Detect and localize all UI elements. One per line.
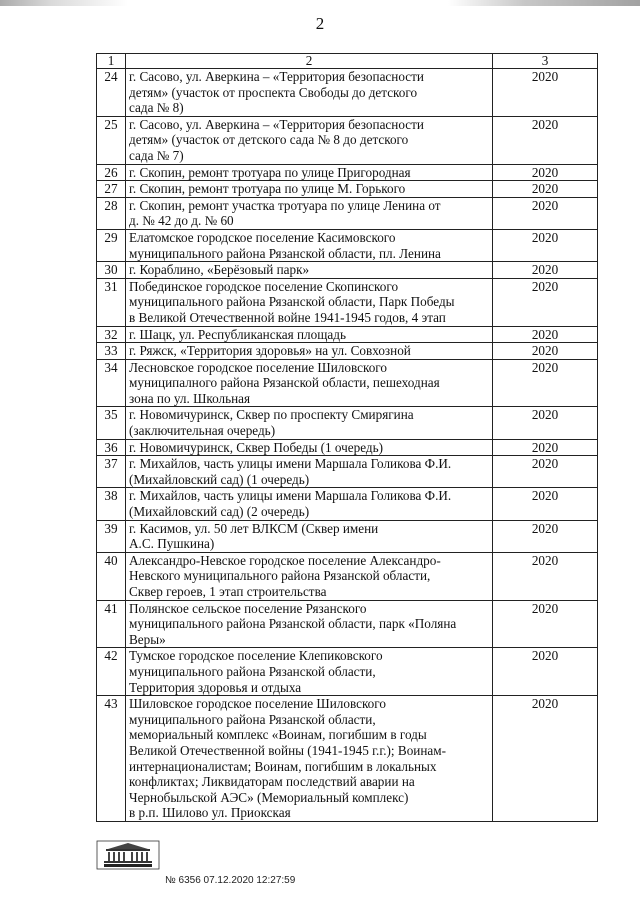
header-col-number: 1 — [97, 54, 126, 69]
table-header-row — [97, 54, 598, 69]
table-body — [97, 69, 598, 822]
row-description — [126, 116, 493, 164]
row-description — [126, 343, 493, 360]
row-description — [126, 164, 493, 181]
description-line: в Великой Отечественной войне 1941-1945 годов, 4 этап — [129, 309, 446, 325]
row-description — [126, 197, 493, 229]
row-number: 36 — [97, 439, 126, 456]
row-description — [126, 229, 493, 261]
description-line: Шиловское городское поселение Шиловского — [129, 696, 386, 712]
row-number: 34 — [97, 359, 126, 407]
row-description — [126, 648, 493, 696]
description-line: Елатомское городское поселение Касимовского — [129, 229, 396, 245]
description-line: г. Шацк, ул. Республиканская площадь — [129, 326, 346, 342]
description-line: А.С. Пушкина) — [129, 536, 215, 552]
row-year: 2020 — [493, 439, 598, 456]
row-year: 2020 — [493, 181, 598, 198]
row-description — [126, 278, 493, 326]
row-description — [126, 407, 493, 439]
row-number: 31 — [97, 278, 126, 326]
row-number: 28 — [97, 197, 126, 229]
row-description — [126, 552, 493, 600]
row-year: 2020 — [493, 600, 598, 648]
row-number: 33 — [97, 343, 126, 360]
table-row — [97, 488, 598, 520]
row-year: 2020 — [493, 116, 598, 164]
description-line: муниципалного района Рязанской области, пешеходная — [129, 375, 440, 391]
table-row — [97, 520, 598, 552]
row-year: 2020 — [493, 262, 598, 279]
table-row — [97, 278, 598, 326]
description-line: муниципального района Рязанской области, — [129, 711, 376, 727]
table-row — [97, 229, 598, 261]
description-line: Сквер героев, 1 этап строительства — [129, 584, 327, 599]
row-year: 2020 — [493, 359, 598, 407]
object-register-table — [96, 53, 598, 822]
description-line: конфликтах; Ликвидаторам последствий аварии на — [129, 774, 415, 790]
row-description — [126, 439, 493, 456]
description-line: Территория здоровья и отдыха — [129, 679, 302, 695]
row-number: 29 — [97, 229, 126, 261]
table-row — [97, 648, 598, 696]
description-line: (Михайловский сад) (2 очередь) — [129, 504, 310, 520]
header-col-name: 2 — [126, 54, 493, 69]
row-number: 38 — [97, 488, 126, 520]
table-row — [97, 69, 598, 117]
row-number: 26 — [97, 164, 126, 181]
registry-building-logo-icon — [96, 840, 160, 870]
description-line: муниципального района Рязанской области, — [129, 663, 376, 679]
description-line: мемориальный комплекс «Воинам, погибшим в годы — [129, 727, 427, 743]
description-line: (заключительная очередь) — [129, 423, 276, 439]
description-line: г. Сасово, ул. Аверкина – «Территория безопасности — [129, 69, 424, 84]
table-row — [97, 407, 598, 439]
description-line: г. Скопин, ремонт тротуара по улице Пригородная — [129, 164, 411, 180]
table-row — [97, 359, 598, 407]
row-description — [126, 696, 493, 822]
description-line: зона по ул. Школьная — [129, 390, 251, 406]
row-year: 2020 — [493, 520, 598, 552]
row-description — [126, 600, 493, 648]
table-row — [97, 181, 598, 198]
table-row — [97, 164, 598, 181]
description-line: Побединское городское поселение Скопинского — [129, 278, 399, 294]
description-line: г. Скопин, ремонт тротуара по улице М. Горького — [129, 181, 406, 197]
header-col-year: 3 — [493, 54, 598, 69]
table-row — [97, 456, 598, 488]
description-line: Александро-Невское городское поселение Александро- — [129, 552, 441, 568]
description-line: г. Кораблино, «Берёзовый парк» — [129, 262, 310, 278]
row-year: 2020 — [493, 278, 598, 326]
description-line: г. Ряжск, «Территория здоровья» на ул. Совхозной — [129, 343, 411, 359]
scan-edge-artifact — [0, 0, 640, 6]
description-line: детям» (участок от детского сада № 8 до детского — [129, 132, 409, 148]
description-line: муниципального района Рязанской области, Парк Победы — [129, 294, 455, 310]
row-description — [126, 69, 493, 117]
row-year: 2020 — [493, 456, 598, 488]
description-line: интернационалистам; Воинам, погибшим в локальных — [129, 758, 437, 774]
table-row — [97, 262, 598, 279]
description-line: Полянское сельское поселение Рязанского — [129, 600, 367, 616]
description-line: Веры» — [129, 631, 166, 647]
row-number: 39 — [97, 520, 126, 552]
row-description — [126, 488, 493, 520]
description-line: г. Михайлов, часть улицы имени Маршала Голикова Ф.И. — [129, 488, 452, 504]
row-description — [126, 456, 493, 488]
description-line: в р.п. Шилово ул. Приокская — [129, 805, 291, 821]
description-line: Тумское городское поселение Клепиковского — [129, 648, 383, 664]
row-year: 2020 — [493, 648, 598, 696]
description-line: муниципального района Рязанской области, парк «Поляна — [129, 616, 457, 632]
row-number: 35 — [97, 407, 126, 439]
description-line: детям» (участок от проспекта Свободы до детского — [129, 84, 418, 100]
description-line: Чернобыльской АЭС» (Мемориальный комплекс) — [129, 789, 409, 805]
table-row — [97, 600, 598, 648]
table-row — [97, 439, 598, 456]
row-year: 2020 — [493, 552, 598, 600]
row-description — [126, 262, 493, 279]
row-year: 2020 — [493, 343, 598, 360]
registration-stamp: № 6356 07.12.2020 12:27:59 — [165, 875, 296, 886]
page-number: 2 — [315, 14, 325, 33]
row-number: 27 — [97, 181, 126, 198]
description-line: г. Михайлов, часть улицы имени Маршала Голикова Ф.И. — [129, 456, 452, 472]
row-description — [126, 520, 493, 552]
description-line: Великой Отечественной войны (1941-1945 г.г.); Воинам- — [129, 742, 446, 758]
row-number: 37 — [97, 456, 126, 488]
description-line: Лесновское городское поселение Шиловского — [129, 359, 387, 375]
description-line: г. Скопин, ремонт участка тротуара по улице Ленина от — [129, 197, 441, 213]
row-number: 25 — [97, 116, 126, 164]
row-number: 42 — [97, 648, 126, 696]
table-row — [97, 552, 598, 600]
row-number: 24 — [97, 69, 126, 117]
description-line: г. Касимов, ул. 50 лет ВЛКСМ (Сквер имени — [129, 520, 379, 536]
table-row — [97, 116, 598, 164]
table-row — [97, 326, 598, 343]
row-year: 2020 — [493, 69, 598, 117]
row-number: 41 — [97, 600, 126, 648]
row-number: 40 — [97, 552, 126, 600]
description-line: д. № 42 до д. № 60 — [129, 213, 234, 229]
description-line: г. Сасово, ул. Аверкина – «Территория безопасности — [129, 116, 424, 132]
row-description — [126, 326, 493, 343]
description-line: сада № 8) — [129, 100, 184, 116]
row-year: 2020 — [493, 488, 598, 520]
description-line: г. Новомичуринск, Сквер по проспекту Смирягина — [129, 407, 414, 423]
row-year: 2020 — [493, 164, 598, 181]
row-year: 2020 — [493, 229, 598, 261]
row-year: 2020 — [493, 197, 598, 229]
table-row — [97, 343, 598, 360]
description-line: сада № 7) — [129, 147, 184, 163]
description-line: (Михайловский сад) (1 очередь) — [129, 471, 310, 487]
row-description — [126, 359, 493, 407]
row-year: 2020 — [493, 696, 598, 822]
row-year: 2020 — [493, 326, 598, 343]
description-line: муниципального района Рязанской области, пл. Ленина — [129, 245, 441, 261]
row-number: 30 — [97, 262, 126, 279]
description-line: г. Новомичуринск, Сквер Победы (1 очередь) — [129, 439, 384, 455]
row-number: 32 — [97, 326, 126, 343]
row-description — [126, 181, 493, 198]
table-row — [97, 197, 598, 229]
row-year: 2020 — [493, 407, 598, 439]
table-row — [97, 696, 598, 822]
description-line: Невского муниципального района Рязанской области, — [129, 568, 431, 584]
row-number: 43 — [97, 696, 126, 822]
